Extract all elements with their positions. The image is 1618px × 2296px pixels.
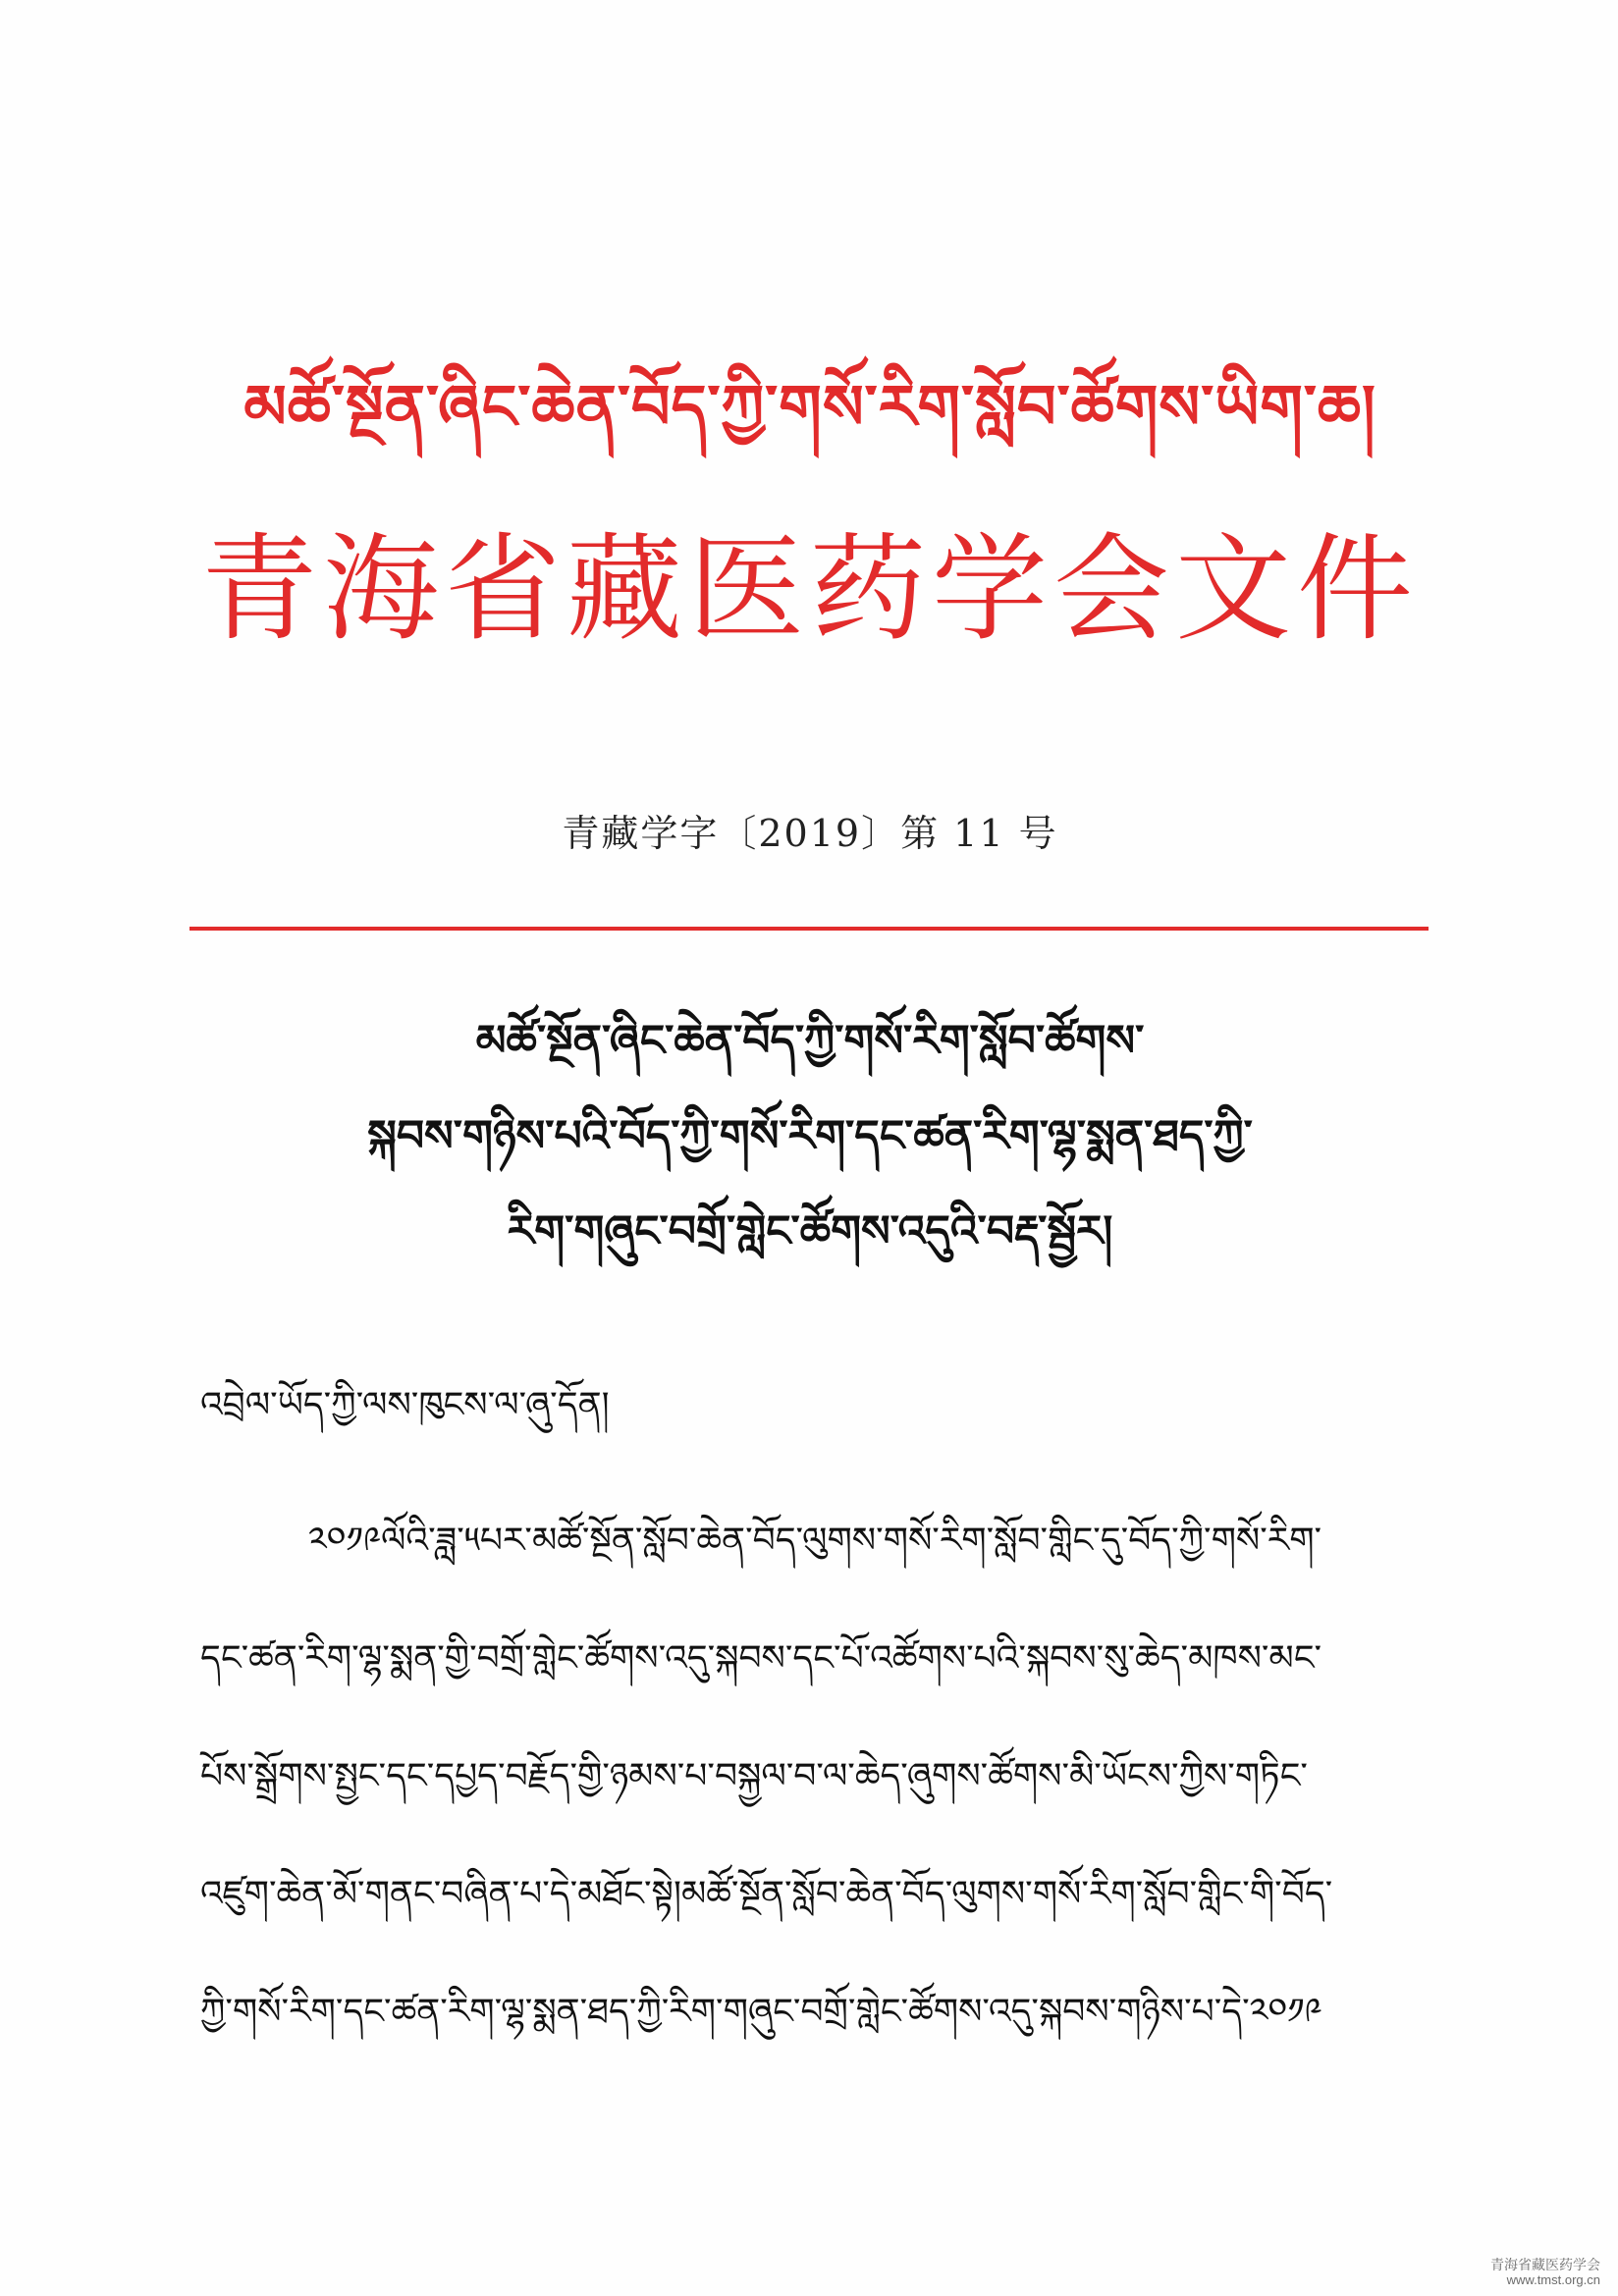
notice-title-line: སྐབས་གཉིས་པའི་བོད་ཀྱི་གསོ་རིག་དང་ཚན་རིག་ལྷ་སྨན་ཐད་ཀྱི་ [367, 1111, 1253, 1161]
tibetan-header-title: མཚོ་སྔོན་ཞིང་ཆེན་བོད་ཀྱི་གསོ་རིག་སློབ་ཚོགས་ཡིག་ཆ། [243, 371, 1376, 443]
body-line: པོས་སྒྲོགས་སྤྱང་དང་དཔྱད་བརྗོད་གྱི་ཉམས་པ་བསྐྱལ་བ་ལ་ཆེད་ཞུགས་ཚོགས་མི་ཡོངས་ཀྱིས་གཏིང་ [200, 1756, 1308, 1796]
body-line: ༢༠༡༩ལོའི་ཟླ་༥པར་མཚོ་སྔོན་སློབ་ཆེན་བོད་ལུགས་གསོ་རིག་སློབ་གླིང་དུ་བོད་ཀྱི་གསོ་རིག་ [308, 1521, 1322, 1561]
body-line: ཀྱི་གསོ་རིག་དང་ཚན་རིག་ལྷ་སྨན་ཐད་ཀྱི་རིག་གཞུང་བགྲོ་གླེང་ཚོགས་འདུ་སྐབས་གཉིས་པ་དེ་༢༠༡༩ [200, 1992, 1322, 2032]
header-divider [189, 927, 1429, 931]
chinese-header-title: 青海省藏医药学会文件 [200, 521, 1419, 657]
salutation: འབྲེལ་ཡོད་ཀྱི་ལས་ཁུངས་ལ་ཞུ་དོན། [200, 1385, 610, 1425]
notice-title-line: མཚོ་སྔོན་ཞིང་ཆེན་བོད་ཀྱི་གསོ་རིག་སློབ་ཚོགས་ [475, 1016, 1145, 1066]
site-watermark [1433, 2257, 1600, 2288]
body-line: དང་ཚན་རིག་ལྷ་སྨན་གྱི་བགྲོ་གླེང་ཚོགས་འདུ་སྐབས་དང་པོ་འཚོགས་པའི་སྐབས་སུ་ཆེད་མཁས་མང་ [200, 1638, 1322, 1679]
watermark-name: 青海省藏医药学会 [1490, 2257, 1600, 2272]
notice-title [196, 993, 1424, 1279]
body-line: འཛུག་ཆེན་མོ་གནང་བཞིན་པ་དེ་མཐོང་སྟེ།མཚོ་སྔོན་སློབ་ཆེན་བོད་ལུགས་གསོ་རིག་སློབ་གླིང་གི་བོད་ [200, 1874, 1333, 1914]
watermark-url[interactable]: www.tmst.org.cn [1506, 2272, 1600, 2287]
notice-title-line: རིག་གཞུང་བགྲོ་གླེང་ཚོགས་འདུའི་བརྡ་སྦྱོར། [507, 1206, 1113, 1256]
document-number: 青藏学字〔2019〕第 11 号 [562, 812, 1058, 855]
body-paragraph [200, 1482, 1437, 2071]
